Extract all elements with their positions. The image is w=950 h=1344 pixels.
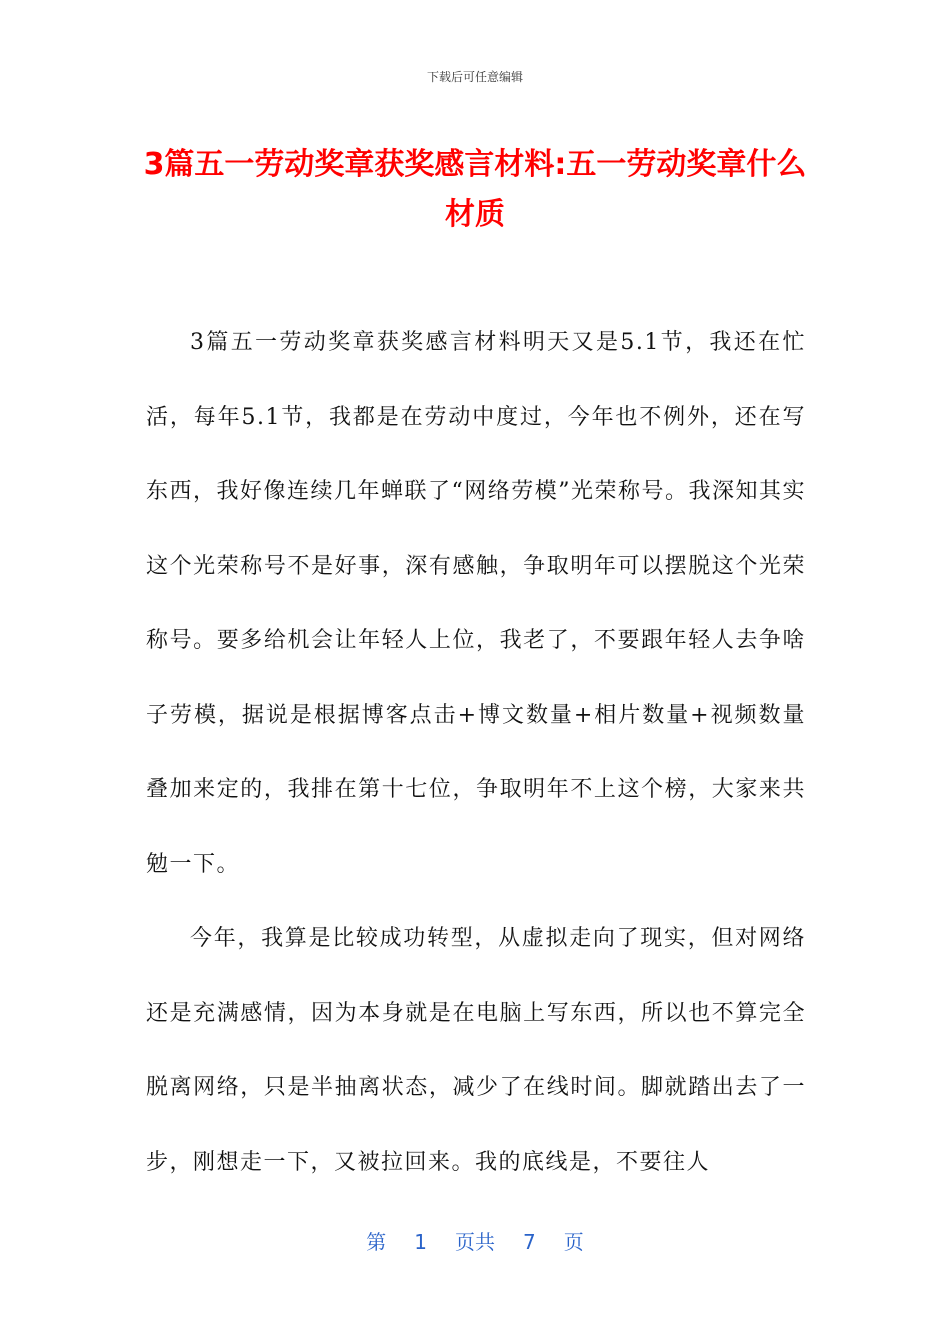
paragraph: 今年，我算是比较成功转型，从虚拟走向了现实，但对网络还是充满感情，因为本身就是在电脑上写东西，所以也不算完全脱离网络，只是半抽离状态，减少了在线时间。脚就踏出去了一步，刚想走一下，又被拉回来。我的底线是，不要往人	[146, 926, 806, 1175]
document-title: 3篇五一劳动奖章获奖感言材料:五一劳动奖章什么材质	[143, 147, 807, 232]
paragraph-1-container	[146, 306, 806, 902]
current-page-number: 1	[414, 1230, 427, 1254]
paragraph: 3篇五一劳动奖章获奖感言材料明天又是5.1节，我还在忙活，每年5.1节，我都是在劳动中度过，今年也不例外，还在写东西，我好像连续几年蝉联了“网络劳模”光荣称号。我深知其实这个光荣称号不是好事，深有感触，争取明年可以摆脱这个光荣称号。要多给机会让年轻人上位，我老了，不要跟年轻人去争啥子劳模，据说是根据博客点击+博文数量+相片数量+视频数量叠加来定的，我排在第十七位，争取明年不上这个榜，大家来共勉一下。	[146, 330, 806, 877]
footer-suffix: 页	[563, 1230, 584, 1254]
footer-middle: 页共	[455, 1230, 495, 1254]
header-note: 下载后可任意编辑	[426, 70, 523, 84]
paragraph-2-container	[146, 902, 806, 1200]
page-footer	[0, 1226, 950, 1255]
footer-prefix: 第	[366, 1230, 387, 1254]
total-pages-number: 7	[523, 1230, 536, 1254]
